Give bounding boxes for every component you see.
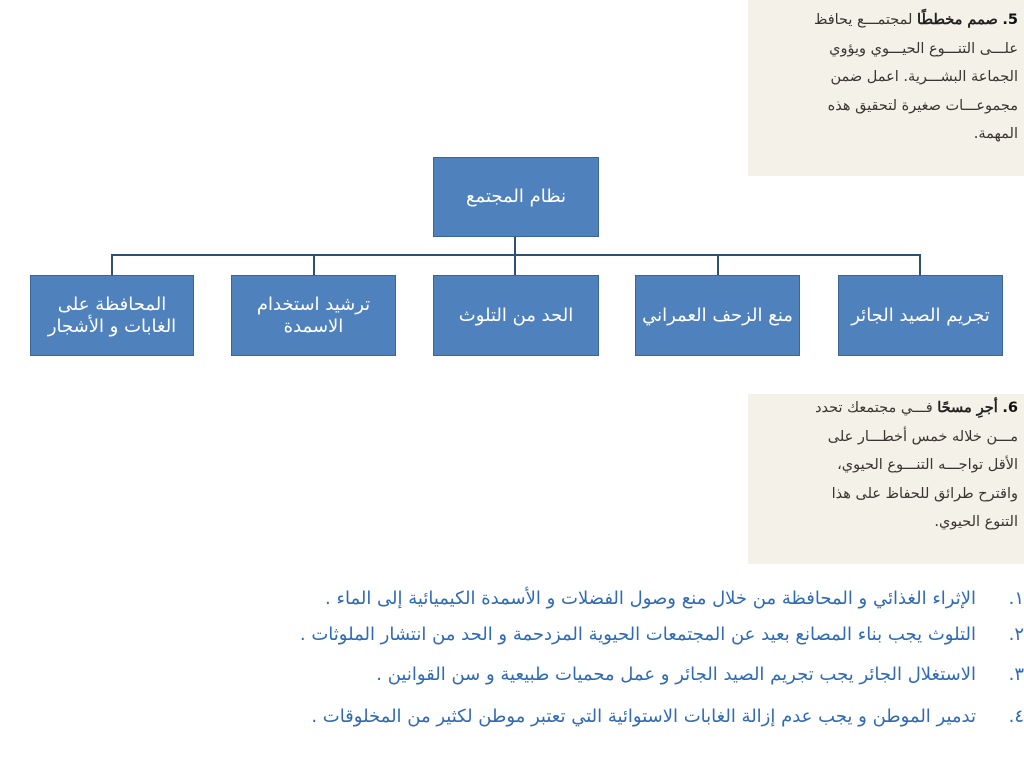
child-connector bbox=[313, 254, 315, 275]
child-connector bbox=[514, 254, 516, 275]
child-node-hunting: تجريم الصيد الجائر bbox=[838, 275, 1003, 356]
child-connector bbox=[919, 254, 921, 275]
question-5-excerpt bbox=[748, 0, 1024, 176]
child-connector bbox=[111, 254, 113, 275]
question-6-keyword: أجرِ مسحًا bbox=[937, 399, 998, 416]
question-5-line: لمجتمـــع يحافظ bbox=[813, 12, 913, 28]
answer-item bbox=[24, 588, 1024, 609]
root-node: نظام المجتمع bbox=[433, 157, 599, 237]
question-6-line: واقترح طرائق للحفاظ على هذا bbox=[831, 485, 1018, 502]
question-5-line: مجموعـــات صغيرة لتحقيق هذه bbox=[827, 97, 1018, 114]
child-node-fertilizers: ترشيد استخدام الاسمدة bbox=[231, 275, 396, 356]
answer-number: ٣. bbox=[1008, 664, 1024, 685]
question-5-line-1 bbox=[766, 6, 1018, 35]
answer-number: ١. bbox=[1008, 588, 1024, 609]
question-5-line: علـــى التنـــوع الحيـــوي ويؤوي bbox=[829, 40, 1018, 57]
question-6-line: التنوع الحيوي. bbox=[934, 514, 1018, 530]
question-6-line: مـــن خلاله خمس أخطـــار على bbox=[827, 428, 1018, 445]
answer-item bbox=[24, 706, 1024, 727]
question-5-line: الجماعة البشـــرية. اعمل ضمن bbox=[830, 69, 1018, 85]
answer-item bbox=[24, 664, 1024, 685]
answer-text: التلوث يجب بناء المصانع بعيد عن المجتمعات الحيوية المزدحمة و الحد من انتشار الملوثات . bbox=[299, 624, 976, 645]
answer-text: تدمير الموطن و يجب عدم إزالة الغابات الاستوائية التي تعتبر موطن لكثير من المخلوقات . bbox=[311, 706, 976, 727]
question-6-line: الأقل تواجـــه التنـــوع الحيوي، bbox=[837, 457, 1018, 473]
question-6-number: 6. bbox=[1002, 400, 1018, 416]
child-node-pollution: الحد من التلوث bbox=[433, 275, 599, 356]
answer-text: الاستغلال الجائر يجب تجريم الصيد الجائر و عمل محميات طبيعية و سن القوانين . bbox=[376, 664, 976, 685]
child-connector bbox=[717, 254, 719, 275]
question-5-line: المهمة. bbox=[973, 126, 1018, 142]
question-5-keyword: صمم مخططًا bbox=[917, 11, 998, 28]
question-6-line-1 bbox=[766, 394, 1018, 423]
root-connector bbox=[514, 237, 516, 255]
child-node-forests: المحافظة على الغابات و الأشجار bbox=[30, 275, 194, 356]
answer-text: الإثراء الغذائي و المحافظة من خلال منع وصول الفضلات و الأسمدة الكيميائية إلى الماء . bbox=[325, 588, 976, 609]
answer-item bbox=[24, 624, 1024, 645]
question-6-excerpt bbox=[748, 394, 1024, 564]
question-6-line: فـــي مجتمعك تحدد bbox=[815, 400, 933, 416]
answer-number: ٤. bbox=[1008, 706, 1024, 727]
child-node-urban-sprawl: منع الزحف العمراني bbox=[635, 275, 800, 356]
question-5-number: 5. bbox=[1002, 12, 1018, 28]
answer-number: ٢. bbox=[1008, 624, 1024, 645]
